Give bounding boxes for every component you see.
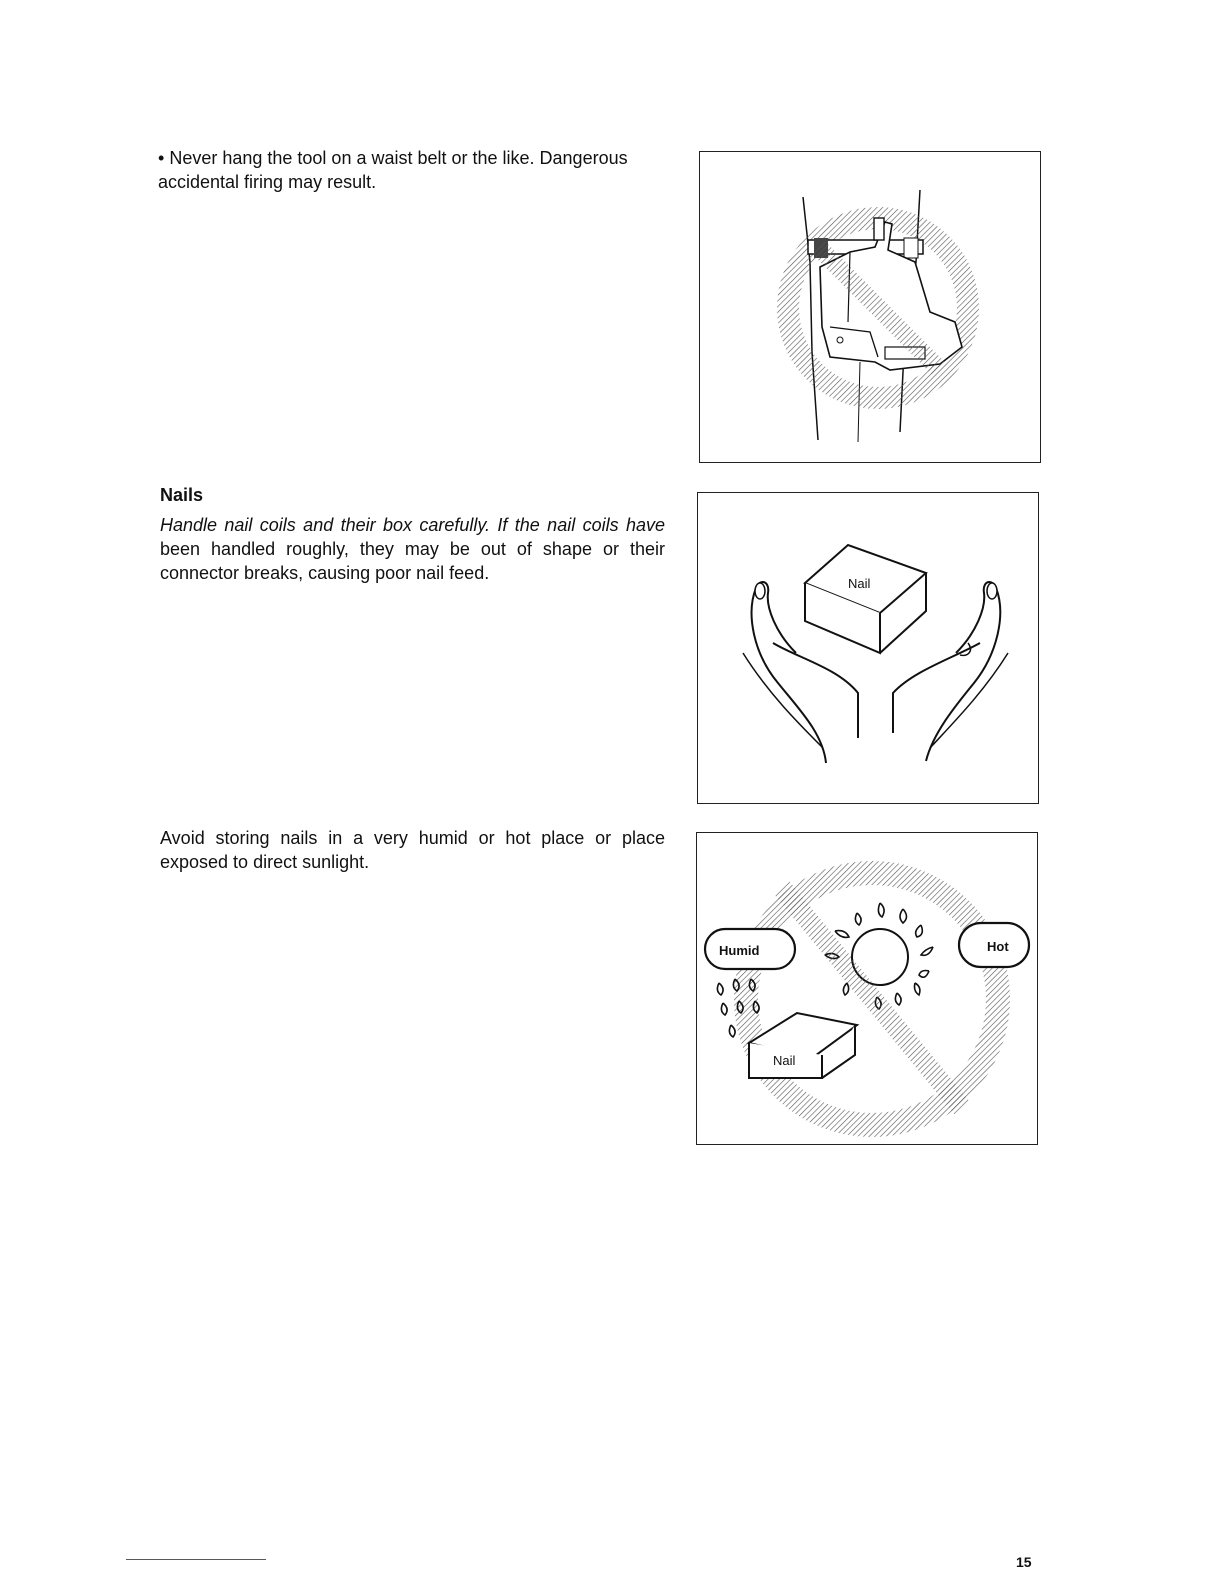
hands-holding-box-illustration <box>698 493 1038 803</box>
hot-label: Hot <box>987 939 1009 954</box>
handle-nail-box-figure <box>697 492 1039 804</box>
nail-box-label-3: Nail <box>773 1053 796 1068</box>
nails-paragraph-rest: been handled roughly, they may be out of shape or their connector breaks, causing poor nail feed. <box>160 539 665 583</box>
storage-paragraph: Avoid storing nails in a very humid or hot place or place exposed to direct sunlight. <box>160 828 665 872</box>
warning-line-1: Never hang the tool on a waist belt or the like. Dangerous <box>169 148 628 168</box>
humid-label: Humid <box>719 943 760 958</box>
nail-box-label: Nail <box>848 576 871 591</box>
nails-paragraph <box>160 513 665 585</box>
waist-belt-prohibited-figure <box>699 151 1041 463</box>
nails-paragraph-italic: Handle nail coils and their box carefully. If the nail coils have <box>160 515 665 535</box>
bullet-dot: • <box>158 148 165 168</box>
humid-hot-storage-illustration <box>697 833 1037 1144</box>
waist-belt-warning <box>158 146 682 194</box>
warning-line-2: accidental firing may result. <box>158 172 377 192</box>
footer-rule <box>126 1559 266 1560</box>
waist-belt-illustration <box>700 152 1040 462</box>
nails-heading: Nails <box>160 485 204 505</box>
storage-prohibited-figure <box>696 832 1038 1145</box>
page-number: 15 <box>1016 1554 1032 1570</box>
